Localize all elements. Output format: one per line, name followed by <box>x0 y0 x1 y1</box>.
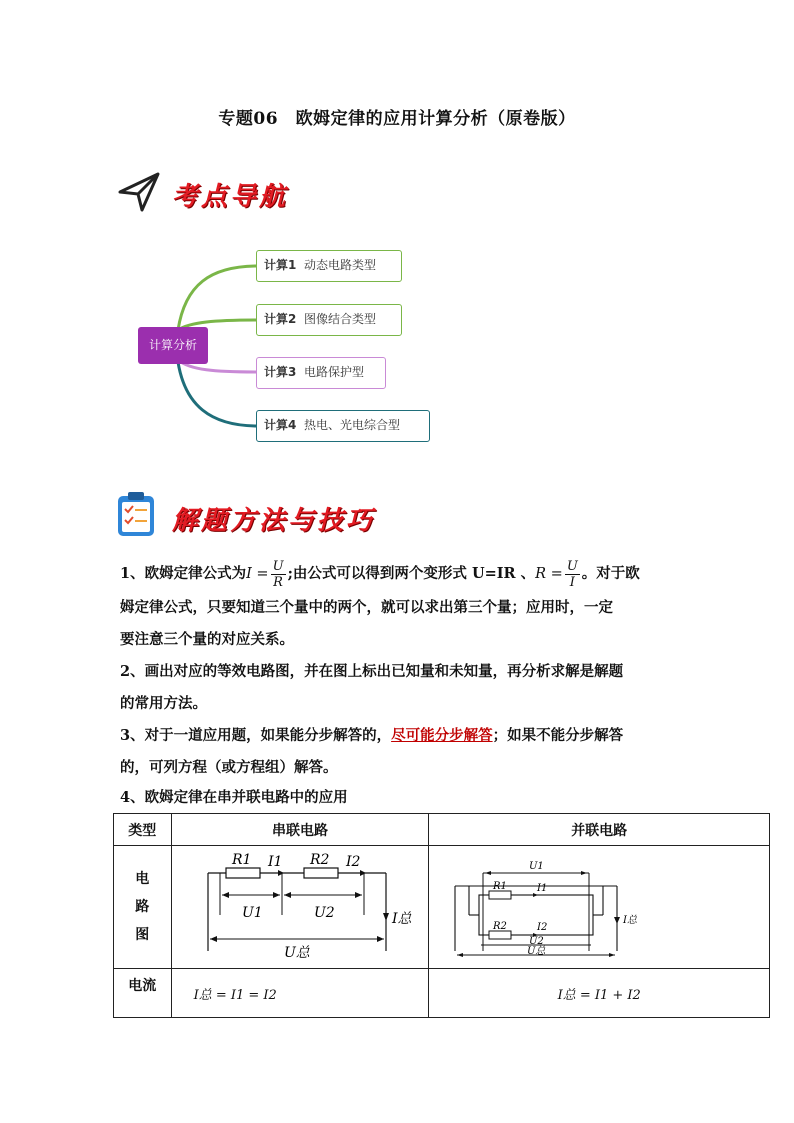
section-heading-method: 解题方法与技巧 <box>172 506 376 536</box>
label-u1: U1 <box>241 905 263 921</box>
label-utotal: U总 <box>527 946 546 957</box>
mindmap-node-num: 计算1 <box>264 258 297 272</box>
label-i1: I1 <box>537 883 548 894</box>
series-circuit-cell <box>171 846 429 969</box>
document-title: 专题06 欧姆定律的应用计算分析（原卷版） <box>218 109 576 129</box>
label-r1: R1 <box>231 852 252 868</box>
mindmap-node-1 <box>256 250 402 282</box>
label-i1: I1 <box>267 854 283 870</box>
row-label-char: 电 <box>135 871 150 887</box>
p3-highlight: 尽可能分步解答 <box>391 727 493 744</box>
mindmap-node-num: 计算3 <box>264 365 297 379</box>
method-paragraph-4: 4、欧姆定律在串并联电路中的应用 <box>120 789 348 806</box>
p1-formula2-lhs: R = <box>535 566 563 582</box>
row-label-current: 电流 <box>114 969 172 1018</box>
checklist-icon <box>116 490 156 538</box>
mindmap-node-label: 图像结合类型 <box>304 312 377 326</box>
paper-plane-icon <box>118 172 160 212</box>
section-heading-nav: 考点导航 <box>172 182 289 212</box>
p1-text-b: ;由公式可以得到两个变形式 U=IR 、 <box>287 565 536 582</box>
label-u1: U1 <box>529 861 544 872</box>
ohm-law-table <box>113 813 770 1018</box>
table-row-current <box>114 969 770 1018</box>
method-paragraph-3 <box>120 720 680 784</box>
series-circuit-diagram <box>180 851 420 963</box>
p3-line2: 的，可列方程（或方程组）解答。 <box>120 759 338 776</box>
fraction-denominator: R <box>273 574 283 590</box>
row-label-diagram <box>114 846 172 969</box>
p2-line1: 2、画出对应的等效电路图，并在图上标出已知量和未知量，再分析求解是解题 <box>120 663 624 680</box>
label-i2: I2 <box>345 854 361 870</box>
p1-text-a: 1、欧姆定律公式为 <box>120 565 247 582</box>
p1-line2: 姆定律公式，只要知道三个量中的两个，就可以求出第三个量；应用时，一定 <box>120 599 613 616</box>
fraction-numerator: U <box>566 558 578 574</box>
table-header-cell: 并联电路 <box>429 814 770 846</box>
table-header-row <box>114 814 770 846</box>
label-u2: U2 <box>529 936 544 947</box>
label-u2: U2 <box>313 905 335 921</box>
mindmap-node-4 <box>256 410 430 442</box>
mindmap-center-node: 计算分析 <box>138 327 208 364</box>
formula-text: I总 = I1 = I2 <box>193 987 277 1003</box>
label-i2: I2 <box>537 922 548 933</box>
mindmap-node-num: 计算4 <box>264 418 297 432</box>
mindmap-node-3 <box>256 357 386 389</box>
p1-formula1-fraction <box>271 559 286 590</box>
mindmap-node-label: 热电、光电综合型 <box>304 418 401 432</box>
method-paragraph-2 <box>120 656 680 720</box>
label-r2: R2 <box>309 852 330 868</box>
resistor-r2 <box>304 868 338 878</box>
label-itotal: I总 <box>623 915 638 926</box>
p3-text-b: ；如果不能分步解答 <box>492 727 624 744</box>
p2-line2: 的常用方法。 <box>120 695 207 712</box>
p1-formula2-fraction <box>565 559 580 590</box>
mindmap-node-label: 动态电路类型 <box>304 258 377 272</box>
fraction-numerator: U <box>272 558 284 574</box>
mindmap-node-num: 计算2 <box>264 312 297 326</box>
method-paragraph-1 <box>120 556 680 656</box>
label-itotal: I总 <box>391 911 412 927</box>
label-r1: R1 <box>493 881 508 892</box>
series-current-formula <box>171 969 429 1018</box>
p1-formula1-lhs: I = <box>246 566 269 582</box>
table-header-cell: 串联电路 <box>171 814 429 846</box>
p1-text-c: 。对于欧 <box>581 565 640 582</box>
row-label-char: 图 <box>135 927 150 943</box>
label-r2: R2 <box>493 921 508 932</box>
row-label-char: 路 <box>135 899 150 915</box>
mindmap-node-label: 电路保护型 <box>304 365 365 379</box>
p3-text-a: 3、对于一道应用题，如果能分步解答的， <box>120 727 392 744</box>
parallel-circuit-diagram <box>449 851 749 963</box>
p1-line3: 要注意三个量的对应关系。 <box>120 631 294 648</box>
resistor-r1 <box>226 868 260 878</box>
fraction-denominator: I <box>569 574 575 590</box>
parallel-circuit-cell <box>429 846 770 969</box>
parallel-current-formula <box>429 969 770 1018</box>
table-row-diagram <box>114 846 770 969</box>
formula-text: I总 = I1 + I2 <box>557 987 641 1003</box>
label-utotal: U总 <box>283 945 310 961</box>
table-header-cell: 类型 <box>114 814 172 846</box>
mindmap-node-2 <box>256 304 402 336</box>
